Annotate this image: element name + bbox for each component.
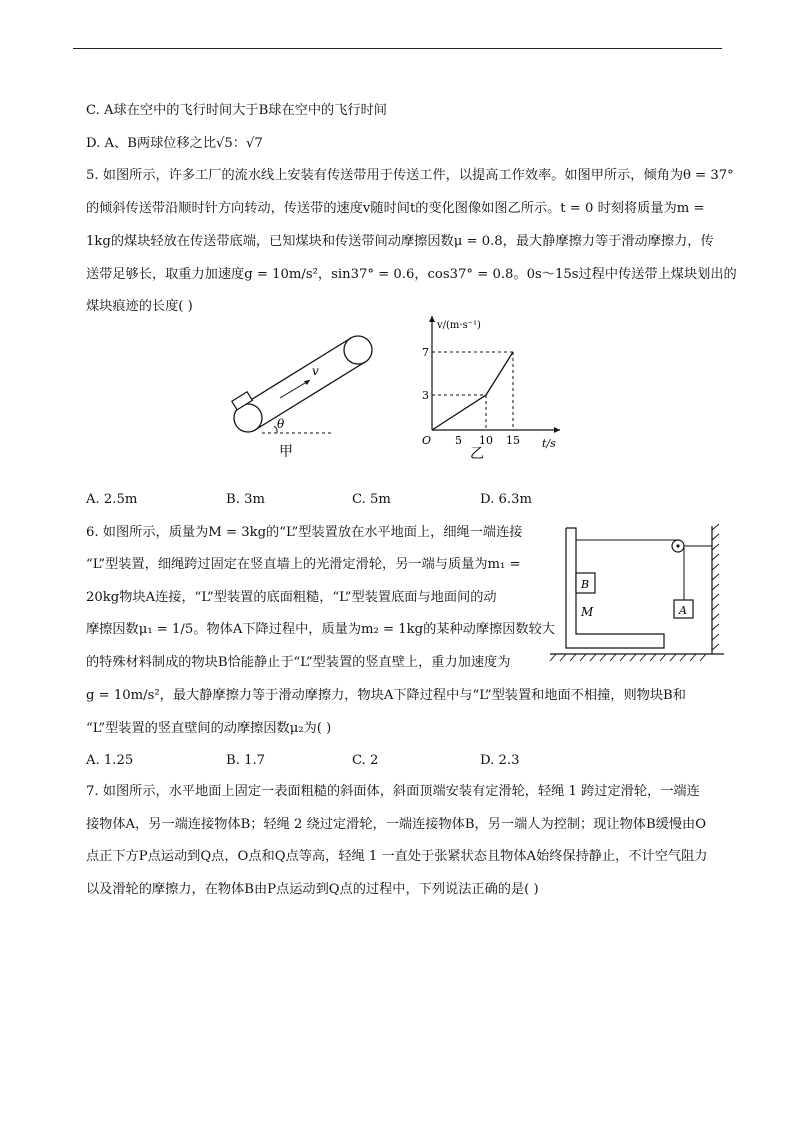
q6-option-a[interactable]: A. 1.25 (86, 753, 134, 768)
q6-option-b[interactable]: B. 1.7 (226, 753, 266, 768)
q6-option-c[interactable]: C. 2 (352, 753, 379, 768)
yi-tick-v3: 3 (422, 389, 429, 402)
yi-origin: O (422, 434, 432, 447)
conveyor-angle-label: θ (277, 417, 285, 431)
q7-line-2: 接物体A，另一端连接物体B；轻绳 2 绕过定滑轮，一端连接物体B，另一端人为控制；现让物体B缓慢由O (86, 817, 707, 832)
q5-line-2: 的倾斜传送带沿顺时针方向转动，传送带的速度v随时间t的变化图像如图乙所示。t = 0 时刻将质量为m = (86, 201, 705, 216)
q7-line-3: 点正下方P点运动到Q点，O点和Q点等高，轻绳 1 一直处于张紧状态且物体A始终保持静止，不计空气阻力 (86, 849, 708, 864)
q6-option-d[interactable]: D. 2.3 (480, 753, 520, 768)
q5-option-a[interactable]: A. 2.5m (86, 492, 138, 507)
q5-line-4: 送带足够长，取重力加速度g = 10m/s²，sin37° = 0.6，cos37° = 0.8。0s～15s过程中传送带上煤块划出的 (86, 267, 737, 282)
q7-line-4: 以及滑轮的摩擦力，在物体B由P点运动到Q点的过程中，下列说法正确的是( ) (86, 882, 539, 897)
q6-line-5: 的特殊材料制成的物块B恰能静止于“L”型装置的竖直壁上，重力加速度为 (86, 655, 511, 670)
option-prev-c[interactable]: C. A球在空中的飞行时间大于B球在空中的飞行时间 (86, 103, 387, 118)
label-block-b: B (581, 578, 590, 591)
header-rule (73, 48, 722, 49)
label-block-a: A (679, 604, 687, 617)
yi-x-label: t/s (542, 437, 556, 450)
q5-line-5: 煤块痕迹的长度( ) (86, 299, 193, 314)
figure-vt-graph-yi (418, 310, 568, 460)
q5-line-1: 5. 如图所示，许多工厂的流水线上安装有传送带用于传送工件，以提高工作效率。如图甲所示，倾角为θ = 37° (86, 168, 734, 183)
yi-y-label: v/(m·s⁻¹) (437, 320, 481, 331)
yi-tick-10: 10 (479, 434, 493, 447)
figure-conveyor-jia (222, 325, 387, 460)
q5-line-3: 1kg的煤块轻放在传送带底端，已知煤块和传送带间动摩擦因数μ = 0.8，最大静摩擦力等于滑动摩擦力，传 (86, 234, 714, 249)
q5-option-d[interactable]: D. 6.3m (480, 492, 532, 507)
label-device-m: M (581, 605, 594, 619)
conveyor-v-label: v (312, 364, 319, 378)
q7-line-1: 7. 如图所示，水平地面上固定一表面粗糙的斜面体，斜面顶端安装有定滑轮，轻绳 1 跨过定滑轮，一端连 (86, 784, 700, 799)
q6-line-2: “L”型装置，细绳跨过固定在竖直墙上的光滑定滑轮，另一端与质量为m₁ = (86, 557, 521, 572)
q6-line-6: g = 10m/s²，最大静摩擦力等于滑动摩擦力，物块A下降过程中与“L”型装置和地面不相撞，则物块B和 (86, 688, 686, 703)
option-prev-d[interactable]: D. A、B两球位移之比√5：√7 (86, 136, 263, 151)
q5-option-c[interactable]: C. 5m (352, 492, 391, 507)
q6-line-1: 6. 如图所示，质量为M = 3kg的“L”型装置放在水平地面上，细绳一端连接 (86, 525, 523, 540)
q6-line-7: “L”型装置的竖直壁间的动摩擦因数μ₂为( ) (86, 721, 332, 736)
yi-tick-5: 5 (455, 434, 462, 447)
yi-tick-v7: 7 (422, 346, 429, 359)
yi-tick-15: 15 (506, 434, 520, 447)
q6-line-4: 摩擦因数μ₁ = 1/5。物体A下降过程中，质量为m₂ = 1kg的某种动摩擦因数较大 (86, 622, 555, 637)
caption-jia: 甲 (279, 444, 293, 460)
figure-l-device (548, 518, 730, 666)
q5-option-b[interactable]: B. 3m (226, 492, 265, 507)
q6-line-3: 20kg物块A连接，“L”型装置的底面粗糙，“L”型装置底面与地面间的动 (86, 590, 497, 605)
caption-yi: 乙 (470, 446, 484, 460)
